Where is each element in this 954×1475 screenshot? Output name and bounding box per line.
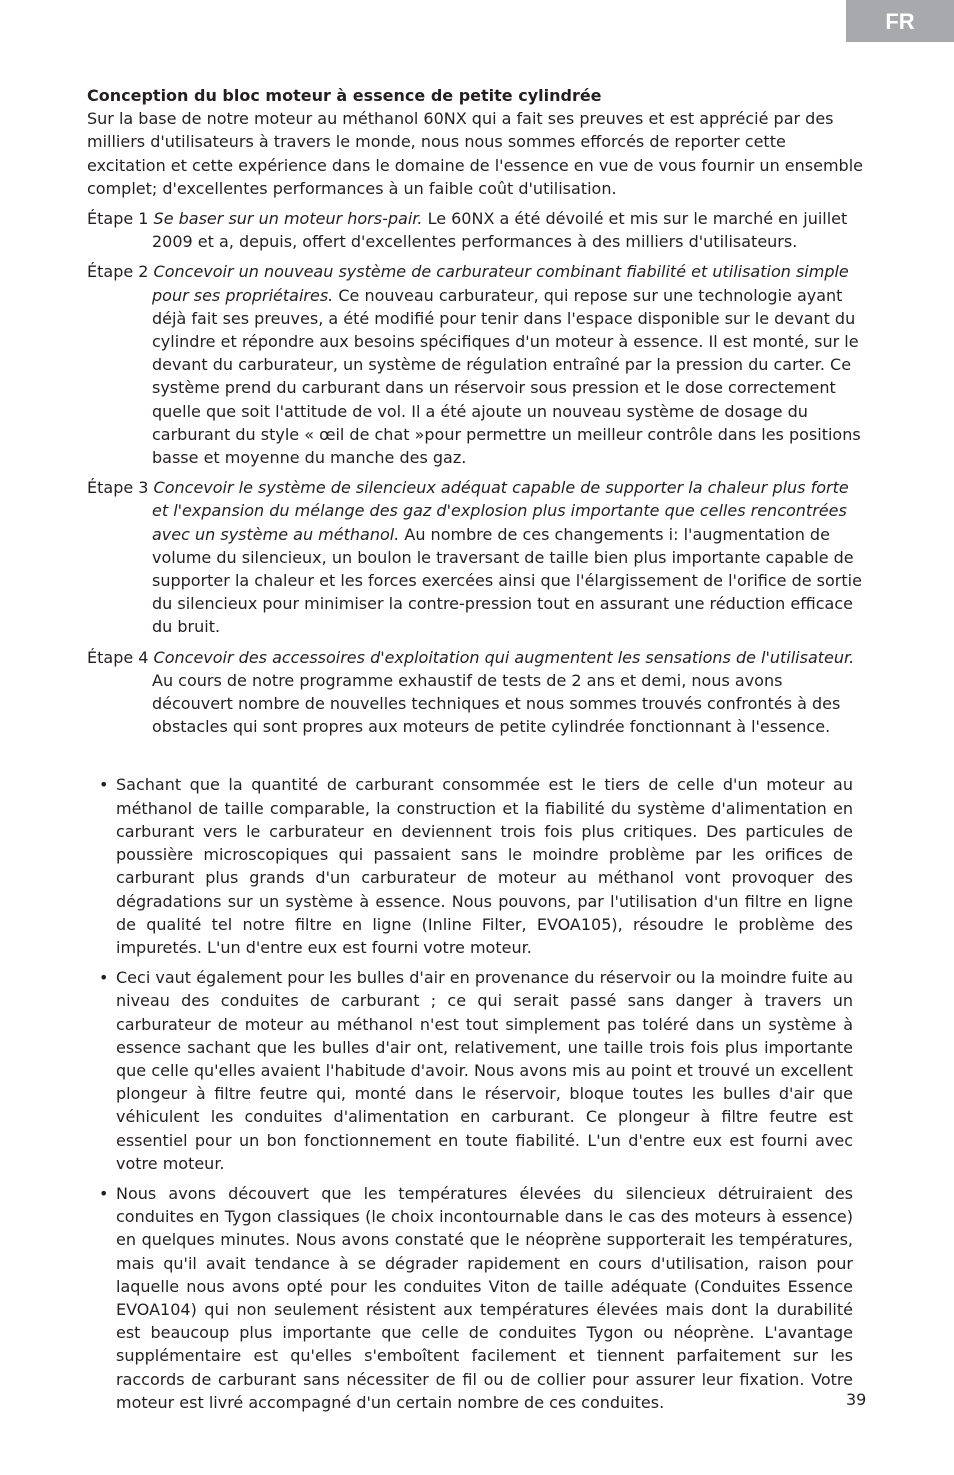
- step-label: Étape 2: [87, 262, 149, 282]
- step-4: [87, 646, 867, 739]
- step-title: Concevoir un nouveau système de carburateur combinant fiabilité et utilisation simple pour ses propriétaires.: [152, 262, 849, 305]
- bullet-icon: •: [99, 1183, 109, 1203]
- step-text: Au nombre de ces changements i: l'augmentation de volume du silencieux, un boulon le traversant de taille bien plus importante capable de supporter la chaleur et les forces exercées ainsi que l'élargissement de l'orifice de sortie du silencieux pour minimiser la contre-pression tout en assurant une réduction efficace du bruit.: [152, 524, 862, 637]
- bullet-icon: •: [99, 968, 109, 988]
- language-tab: FR: [846, 0, 954, 42]
- step-text: Ce nouveau carburateur, qui repose sur une technologie ayant déjà fait ses preuves, a été modifié pour tenir dans l'espace disponible sur le devant du cylindre et répondre aux besoins spécifiques d'un moteur à essence. Il est monté, sur le devant du carburateur, un système de régulation entraîné par la pression du carter. Ce système prend du carburant dans un réservoir sous pression et le dose correctement quelle que soit l'attitude de vol. Il a été ajoute un nouveau système de dosage du carburant du style « œil de chat »pour permettre un meilleur contrôle dans les positions basse et moyenne du manche des gaz.: [152, 285, 861, 468]
- section-heading: Conception du bloc moteur à essence de petite cylindrée: [87, 86, 602, 105]
- step-title: Concevoir des accessoires d'exploitation qui augmentent les sensations de l'utilisateur.: [153, 647, 855, 667]
- list-item: [99, 1182, 853, 1414]
- list-item-text: Sachant que la quantité de carburant consommée est le tiers de celle d'un moteur au méthanol de taille comparable, la construction et la fiabilité du système d'alimentation en carburant vers le carburateur en deviennent trois fois plus critiques. Des particules de poussière microscopiques qui passaient sans le moindre problème par les orifices de carburant plus grands d'un carburateur de moteur au méthanol vont provoquer des dégradations sur un système à essence. Nous pouvons, par l'utilisation d'un filtre en ligne de qualité tel notre filtre en ligne (Inline Filter, EVOA105), résoudre le problème des impuretés. L'un d'entre eux est fourni votre moteur.: [116, 775, 853, 957]
- step-title: Se baser sur un moteur hors-pair.: [153, 209, 423, 229]
- page-content: [87, 84, 867, 1421]
- list-item-text: Nous avons découvert que les températures élevées du silencieux détruiraient des conduites en Tygon classiques (le choix incontournable dans le cas des moteurs à essence) en quelques minutes. Nous avons constaté que le néoprène supporterait les températures, mais qu'il avait tendance à se dégrader rapidement en cours d'utilisation, raison pour laquelle nous avons opté pour les conduites Viton de taille adéquate (Conduites Essence EVOA104) qui non seulement résistent aux températures élevées mais dont la durabilité est beaucoup plus importante que celle de conduites Tygon ou néoprène. L'avantage supplémentaire est qu'elles s'emboîtent facilement et tiennent parfaitement sur les raccords de carburant sans nécessiter de fil ou de collier pour assurer leur fixation. Votre moteur est livré accompagné d'un certain nombre de ces conduites.: [116, 1183, 853, 1412]
- step-text: Au cours de notre programme exhaustif de tests de 2 ans et demi, nous avons découvert nombre de nouvelles techniques et nous sommes trouvés confrontés à des obstacles qui sont propres aux moteurs de petite cylindrée fonctionnant à l'essence.: [152, 670, 841, 737]
- list-item: [99, 773, 853, 959]
- bullet-list: [87, 773, 853, 1413]
- bullet-icon: •: [99, 775, 109, 795]
- step-1: [87, 207, 867, 253]
- list-item-text: Ceci vaut également pour les bulles d'air en provenance du réservoir ou la moindre fuite au niveau des conduites de carburant ; ce qui serait passé sans danger à travers un carburateur de moteur au méthanol n'est tout simplement pas toléré dans un système à essence sachant que les bulles d'air ont, relativement, une taille trois fois plus importante que celle qu'elles avaient l'habitude d'avoir. Nous avons mis au point et trouvé un excellent plongeur à filtre feutre qui, monté dans le réservoir, bloque toutes les bulles d'air que véhiculent les conduites d'alimentation en carburant. Ce plongeur à filtre feutre est essentiel pour un bon fonctionnement en toute fiabilité. L'un d'entre eux est fourni avec votre moteur.: [116, 968, 853, 1173]
- page-number: 39: [846, 1390, 867, 1409]
- step-3: [87, 476, 867, 638]
- step-text: Le 60NX a été dévoilé et mis sur le marché en juillet 2009 et a, depuis, offert d'excellentes performances à des milliers d'utilisateurs.: [152, 209, 848, 252]
- step-label: Étape 3: [87, 478, 149, 498]
- step-title: Concevoir le système de silencieux adéquat capable de supporter la chaleur plus forte et l'expansion du mélange des gaz d'explosion plus importante que celles rencontrées avec un système au méthanol.: [152, 478, 849, 544]
- intro-paragraph: Sur la base de notre moteur au méthanol 60NX qui a fait ses preuves et est apprécié par des milliers d'utilisateurs à travers le monde, nous nous sommes efforcés de reporter cette excitation et cette expérience dans le domaine de l'essence en vue de vous fournir un ensemble complet; d'excellentes performances à un faible coût d'utilisation.: [87, 109, 863, 198]
- step-2: [87, 260, 867, 469]
- step-label: Étape 1: [87, 209, 149, 229]
- list-item: [99, 966, 853, 1175]
- step-label: Étape 4: [87, 647, 149, 667]
